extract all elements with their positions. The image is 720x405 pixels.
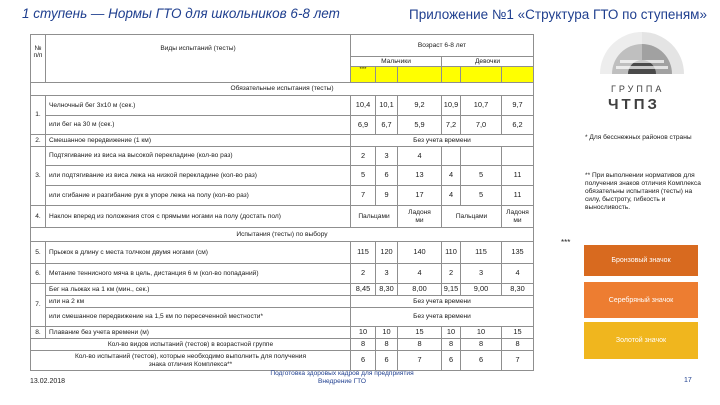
norm-value: 10 <box>351 327 376 339</box>
norm-value: 3 <box>461 264 502 284</box>
no-time-cell: Без учета времени <box>351 308 534 327</box>
test-label: или подтягивание из виса лежа на низкой перекладине (кол-во раз) <box>46 166 351 186</box>
section-mandatory: Обязательные испытания (тесты) <box>31 83 534 96</box>
norm-value: 11 <box>502 186 534 206</box>
palms-cell: Пальцами <box>351 206 398 228</box>
row-number: 7. <box>31 284 46 327</box>
norm-value: 10 <box>376 327 398 339</box>
norm-value: 8 <box>502 339 534 351</box>
no-time-cell: Без учета времени <box>351 135 534 147</box>
page-title: 1 ступень — Нормы ГТО для школьников 6-8 лет <box>22 6 340 21</box>
appendix-title: Приложение №1 «Структура ГТО по ступеням» <box>409 7 707 22</box>
norm-value: 9,00 <box>461 284 502 296</box>
norm-value: 8 <box>351 339 376 351</box>
norm-value: 6 <box>461 351 502 371</box>
norm-value: 110 <box>442 242 461 264</box>
norm-value: 15 <box>502 327 534 339</box>
norm-value: 4 <box>398 147 442 166</box>
norm-value: 13 <box>398 166 442 186</box>
gold-badge-legend: Золотой значок <box>584 322 698 359</box>
girls-header: Девочки <box>442 57 534 67</box>
test-label: Бег на лыжах на 1 км (мин., сек.) <box>46 284 351 296</box>
yellow-cell <box>442 67 461 83</box>
norm-value: 135 <box>502 242 534 264</box>
row-number: 8. <box>31 327 46 339</box>
yellow-cell <box>376 67 398 83</box>
norm-value: 7,2 <box>442 116 461 135</box>
norm-value: 2 <box>351 264 376 284</box>
row-number: 6. <box>31 264 46 284</box>
norm-value: 7 <box>351 186 376 206</box>
footer-caption: Подготовка здоровых кадров для предприятия Внедрение ГТО <box>270 370 414 386</box>
norm-value: 6 <box>376 166 398 186</box>
section-optional: Испытания (тесты) по выбору <box>31 228 534 242</box>
silver-badge-legend: Серебряный значок <box>584 282 698 318</box>
norm-value: 10,9 <box>442 96 461 116</box>
norm-value: 8,45 <box>351 284 376 296</box>
norm-value: 10,7 <box>461 96 502 116</box>
test-label: Подтягивание из виса на высокой перекладине (кол-во раз) <box>46 147 351 166</box>
norm-value: 9,2 <box>398 96 442 116</box>
norm-value: 9,15 <box>442 284 461 296</box>
test-label: Челночный бег 3х10 м (сек.) <box>46 96 351 116</box>
boys-header: Мальчики <box>351 57 442 67</box>
norm-value: 15 <box>398 327 442 339</box>
row-number: 5. <box>31 242 46 264</box>
norm-value: 2 <box>442 264 461 284</box>
norm-value: 5 <box>461 166 502 186</box>
yellow-cell <box>461 67 502 83</box>
footnote-norms: ** При выполнении нормативов для получения знаков отличия Комплекса обязательны испытания (тесты) на силу, быстроту, гибкость и выносливость. <box>585 172 701 211</box>
yellow-cell <box>398 67 442 83</box>
norm-value: 10 <box>442 327 461 339</box>
norm-value: 4 <box>502 264 534 284</box>
empty-cell <box>461 147 502 166</box>
summary-label: Кол-во испытаний (тестов), которые необходимо выполнить для получения знака отличия Комплекса** <box>31 351 351 371</box>
test-label: или бег на 30 м (сек.) <box>46 116 351 135</box>
empty-cell <box>442 147 461 166</box>
norm-value: 6 <box>376 351 398 371</box>
norm-value: 115 <box>351 242 376 264</box>
norm-value: 10 <box>461 327 502 339</box>
bronze-badge-legend: Бронзовый значок <box>584 245 698 276</box>
norm-value: 7 <box>502 351 534 371</box>
norm-value: 6 <box>442 351 461 371</box>
palms-cell: Пальцами <box>442 206 502 228</box>
norm-value: 11 <box>502 166 534 186</box>
norm-value: 6,7 <box>376 116 398 135</box>
norm-value: 5 <box>461 186 502 206</box>
norm-value: 17 <box>398 186 442 206</box>
norm-value: 8 <box>376 339 398 351</box>
norm-value: 4 <box>442 166 461 186</box>
logo-emblem-icon <box>600 30 684 74</box>
test-label: Метание теннисного мяча в цель, дистанция 6 м (кол-во попаданий) <box>46 264 351 284</box>
age-header: Возраст 6-8 лет <box>351 35 534 57</box>
footnote-snowless: * Для бесснежных районов страны <box>585 134 692 141</box>
row-number: 1. <box>31 96 46 135</box>
norm-value: 7 <box>398 351 442 371</box>
norm-value: 10,4 <box>351 96 376 116</box>
norm-value: 140 <box>398 242 442 264</box>
norm-value: 2 <box>351 147 376 166</box>
summary-label: Кол-во видов испытаний (тестов) в возрастной группе <box>31 339 351 351</box>
norm-value: 4 <box>398 264 442 284</box>
test-label: или сгибание и разгибание рук в упоре лежа на полу (кол-во раз) <box>46 186 351 206</box>
norm-value: 4 <box>442 186 461 206</box>
norm-value: 6,2 <box>502 116 534 135</box>
test-label: или смешанное передвижение на 1,5 км по пересеченной местности* <box>46 308 351 327</box>
yellow-cell <box>502 67 534 83</box>
col-test-header: Виды испытаний (тесты) <box>46 35 351 83</box>
norm-value: 8,30 <box>376 284 398 296</box>
norm-value: 6 <box>351 351 376 371</box>
norm-value: 6,9 <box>351 116 376 135</box>
test-label: Смешанное передвижение (1 км) <box>46 135 351 147</box>
logo-name-text: ЧТПЗ <box>608 96 660 113</box>
norm-value: 115 <box>461 242 502 264</box>
row-number: 2. <box>31 135 46 147</box>
palms-split-cell: Ладонями <box>398 206 442 228</box>
empty-cell <box>502 147 534 166</box>
row-number: 3. <box>31 147 46 206</box>
test-label: Прыжок в длину с места толчком двумя ногами (см) <box>46 242 351 264</box>
legend-stars: *** <box>561 238 571 247</box>
norm-value: 9,7 <box>502 96 534 116</box>
test-label: или на 2 км <box>46 296 351 308</box>
stars-cell: *** <box>351 67 376 83</box>
norm-value: 5 <box>351 166 376 186</box>
page-number: 17 <box>684 377 692 384</box>
row-number: 4. <box>31 206 46 228</box>
logo-group-text: ГРУППА <box>611 84 665 94</box>
norm-value: 7,0 <box>461 116 502 135</box>
test-label: Наклон вперед из положения стоя с прямыми ногами на полу (достать пол) <box>46 206 351 228</box>
norm-value: 5,9 <box>398 116 442 135</box>
norm-value: 8 <box>442 339 461 351</box>
norm-value: 3 <box>376 147 398 166</box>
norm-value: 8 <box>461 339 502 351</box>
norm-value: 8,30 <box>502 284 534 296</box>
norm-value: 9 <box>376 186 398 206</box>
norm-value: 10,1 <box>376 96 398 116</box>
norm-value: 3 <box>376 264 398 284</box>
norm-value: 8,00 <box>398 284 442 296</box>
col-num-header: № п/п <box>31 35 46 83</box>
palms-split-cell: Ладонями <box>502 206 534 228</box>
norm-value: 8 <box>398 339 442 351</box>
norm-value: 120 <box>376 242 398 264</box>
no-time-cell: Без учета времени <box>351 296 534 308</box>
test-label: Плавание без учета времени (м) <box>46 327 351 339</box>
gto-norms-table <box>30 34 534 371</box>
footer-date: 13.02.2018 <box>30 378 66 385</box>
